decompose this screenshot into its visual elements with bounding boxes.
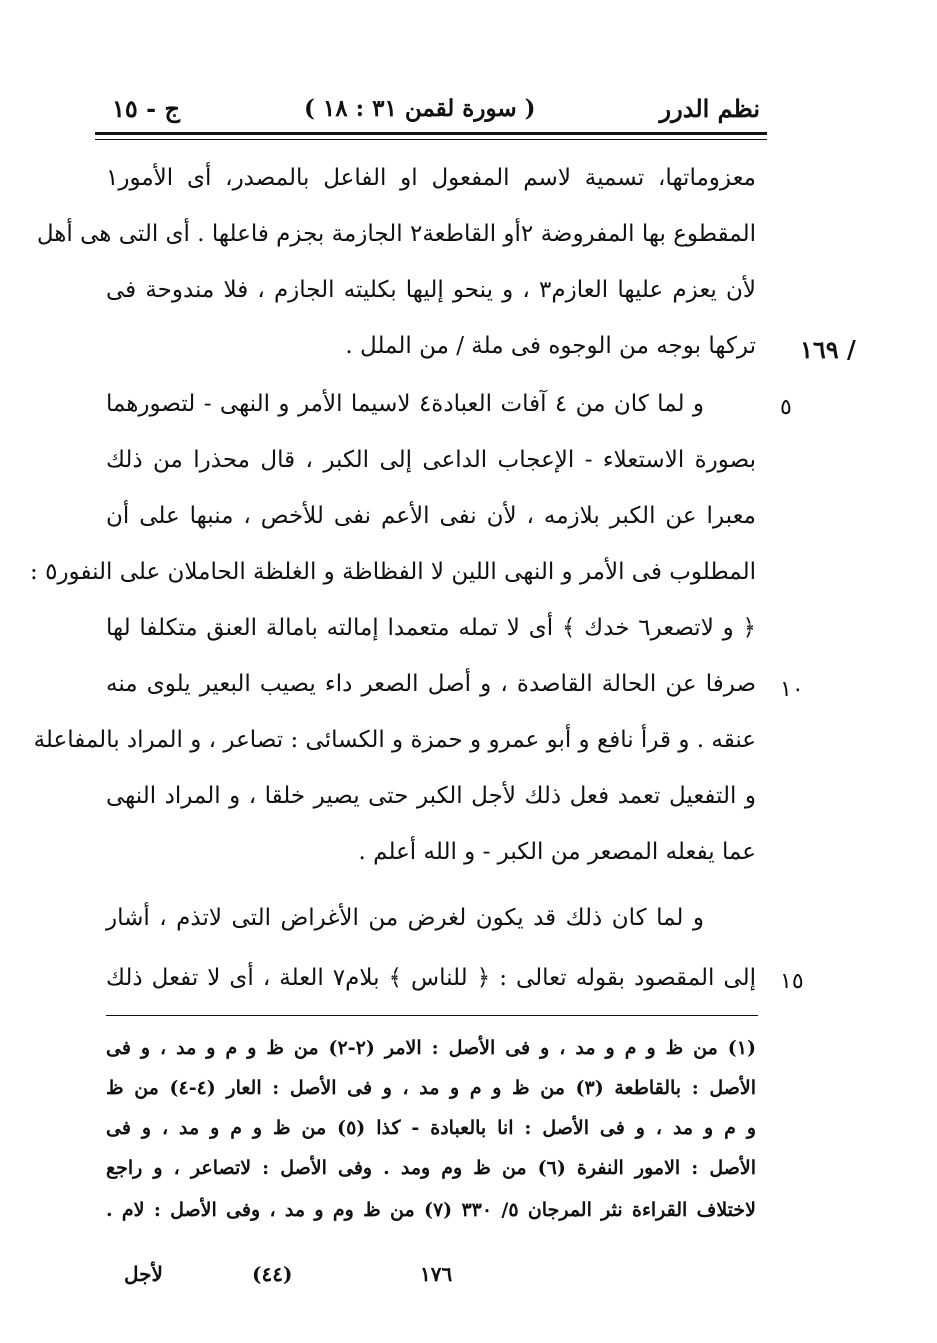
body-line: و التفعيل تعمد فعل ذلك لأجل الكبر حتى يصير خلقا ، و المراد النهى [106,783,756,809]
body-line: بصورة الاستعلاء - الإعجاب الداعى إلى الكبر ، قال محذرا من ذلك [106,447,756,473]
body-line: لأن يعزم عليها العازم٣ ، و ينحو إليها بكليته الجازم ، فلا مندوحة فى [106,277,756,303]
running-header [112,88,760,128]
body-line: المطلوب فى الأمر و النهى اللين لا الفظاظة و الغلظة الحاملان على النفور٥ : [30,559,756,585]
footnote-line: و م و مد ، و فى الأصل : انا بالعبادة - كذا (٥) من ظ و م و مد ، و فى [106,1117,756,1139]
footnote-rule [106,1015,758,1016]
header-rule-thin [95,139,767,140]
serial-number: (٤٤) [252,1262,293,1286]
body-line: صرفا عن الحالة القاصدة ، و أصل الصعر داء يصيب البعير يلوى منه [106,671,756,697]
line-number-10: ١٠ [780,677,804,702]
footnote-line: لاختلاف القراءة نثر المرجان ٥/ ٣٣٠ (٧) من ظ وم و مد ، وفى الأصل : لام . [106,1199,756,1221]
page-number: ١٧٦ [420,1262,453,1286]
line-number-5: ٥ [780,395,792,420]
book-title: نظم الدرر [659,93,760,123]
body-line: عما يفعله المصعر من الكبر - و الله أعلم . [358,839,756,865]
body-line: و لما كان ذلك قد يكون لغرض من الأغراض التى لاتذم ، أشار [106,905,704,931]
body-line: تركها بوجه من الوجوه فى ملة / من الملل . [345,333,756,359]
footnote-line: (١) من ظ و م و مد ، و فى الأصل : الامر (٢-٢) من ظ و م و مد ، و فى [106,1037,756,1059]
body-line: معبرا عن الكبر بلازمه ، لأن نفى الأعم نفى للأخص ، منبها على أن [106,503,756,529]
body-line: و لما كان من ٤ آفات العبادة٤ لاسيما الأمر و النهى - لتصورهما [106,391,705,417]
body-line: إلى المقصود بقوله تعالى : ﴿ للناس ﴾ بلام٧ العلة ، أى لا تفعل ذلك [106,965,756,991]
catchword: لأجل [124,1262,163,1286]
footnote-line: الأصل : بالقاطعة (٣) من ظ و م و مد ، و فى الأصل : العار (٤-٤) من ظ [106,1077,757,1099]
body-line: ﴿ و لاتصعر٦ خدك ﴾ أى لا تمله متعمدا إمالته بامالة العنق متكلفا لها [106,615,756,641]
line-number-15: ١٥ [780,969,804,994]
body-line: معزوماتها، تسمية لاسم المفعول او الفاعل بالمصدر، أى الأمور١ [106,165,756,191]
margin-page-reference: / ١٦٩ [800,335,856,364]
part-number: ج - ١٥ [112,93,180,123]
header-rule-thick [95,132,767,135]
surah-reference: ( سورة لقمن ٣١ : ١٨ ) [304,94,536,122]
body-line: المقطوع بها المفروضة ٢أو القاطعة٢ الجازمة بجزم فاعلها . أى التى هى أهل [36,221,756,247]
body-line: عنقه . و قرأ نافع و أبو عمرو و حمزة و الكسائى : تصاعر ، و المراد بالمفاعلة [33,727,756,753]
footnote-line: الأصل : الامور النفرة (٦) من ظ وم ومد . وفى الأصل : لاتصاعر ، و راجع [106,1157,756,1179]
